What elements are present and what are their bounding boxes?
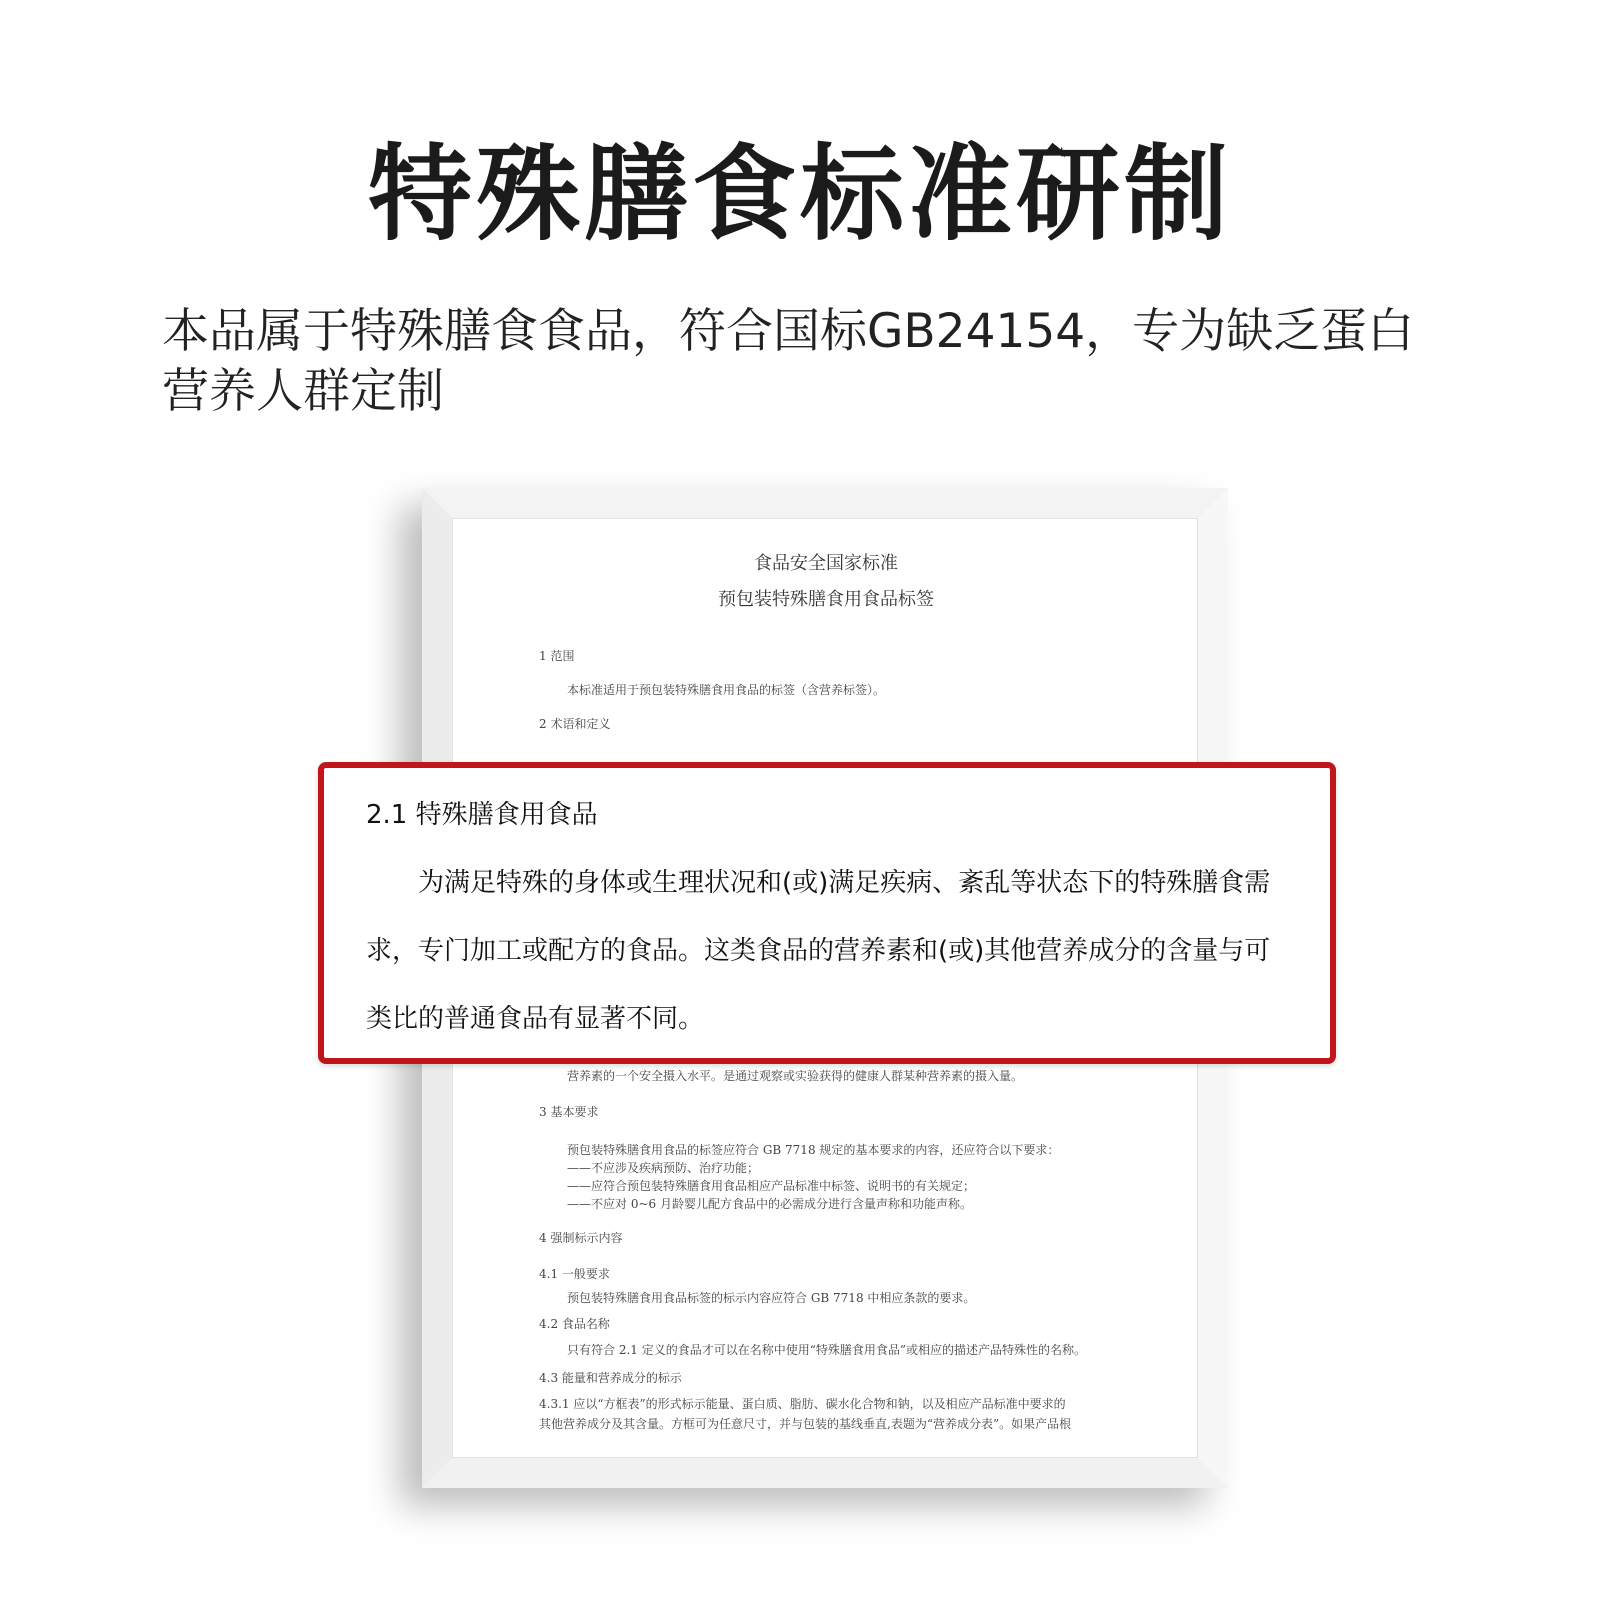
body-line: 本标准适用于预包装特殊膳食用食品的标签（含营养标签）。 bbox=[567, 683, 886, 697]
section-heading: 1 范围 bbox=[539, 649, 575, 663]
page-headline: 特殊膳食标准研制 bbox=[367, 133, 1232, 255]
list-item: ——不应对 0~6 月龄婴儿配方食品中的必需成分进行含量声称和功能声称。 bbox=[567, 1197, 972, 1211]
callout-text-line: 求，专门加工或配方的食品。这类食品的营养素和(或)其他营养成分的含量与可 bbox=[366, 936, 1271, 966]
body-line: 其他营养成分及其含量。方框可为任意尺寸，并与包装的基线垂直,表题为“营养成分表”。如果产品根 bbox=[539, 1417, 1072, 1431]
section-heading: 2 术语和定义 bbox=[539, 717, 611, 731]
section-heading: 4.1 一般要求 bbox=[539, 1267, 610, 1281]
intro-text: 本品属于特殊膳食食品，符合国标GB24154，专为缺乏蛋白营养人群定制 bbox=[162, 304, 1415, 419]
list-item: ——应符合预包装特殊膳食用食品相应产品标准中标签、说明书的有关规定； bbox=[567, 1179, 976, 1193]
body-line: 只有符合 2.1 定义的食品才可以在名称中使用“特殊膳食用食品”或相应的描述产品特殊性的名称。 bbox=[567, 1343, 1086, 1357]
document-title-line2: 预包装特殊膳食用食品标签 bbox=[718, 589, 934, 610]
callout-text-line: 为满足特殊的身体或生理状况和(或)满足疾病、紊乱等状态下的特殊膳食需 bbox=[418, 868, 1271, 898]
document-title-line1: 食品安全国家标准 bbox=[754, 553, 898, 574]
section-heading: 4.3 能量和营养成分的标示 bbox=[539, 1371, 682, 1385]
section-heading: 3 基本要求 bbox=[539, 1105, 599, 1119]
body-line: 预包装特殊膳食用食品标签的标示内容应符合 GB 7718 中相应条款的要求。 bbox=[567, 1291, 976, 1305]
callout-heading: 2.1 特殊膳食用食品 bbox=[366, 800, 598, 830]
body-line: 4.3.1 应以“方框表”的形式标示能量、蛋白质、脂肪、碳水化合物和钠，以及相应产品标准中要求的 bbox=[539, 1397, 1066, 1411]
section-heading: 4.2 食品名称 bbox=[539, 1317, 610, 1331]
body-line: 营养素的一个安全摄入水平。是通过观察或实验获得的健康人群某种营养素的摄入量。 bbox=[567, 1069, 1024, 1083]
body-line: 预包装特殊膳食用食品的标签应符合 GB 7718 规定的基本要求的内容，还应符合以下要求： bbox=[567, 1143, 1060, 1157]
callout-text-line: 类比的普通食品有显著不同。 bbox=[366, 1004, 705, 1034]
definition-callout bbox=[318, 762, 1336, 1064]
list-item: ——不应涉及疾病预防、治疗功能； bbox=[567, 1161, 760, 1175]
section-heading: 4 强制标示内容 bbox=[539, 1231, 623, 1245]
